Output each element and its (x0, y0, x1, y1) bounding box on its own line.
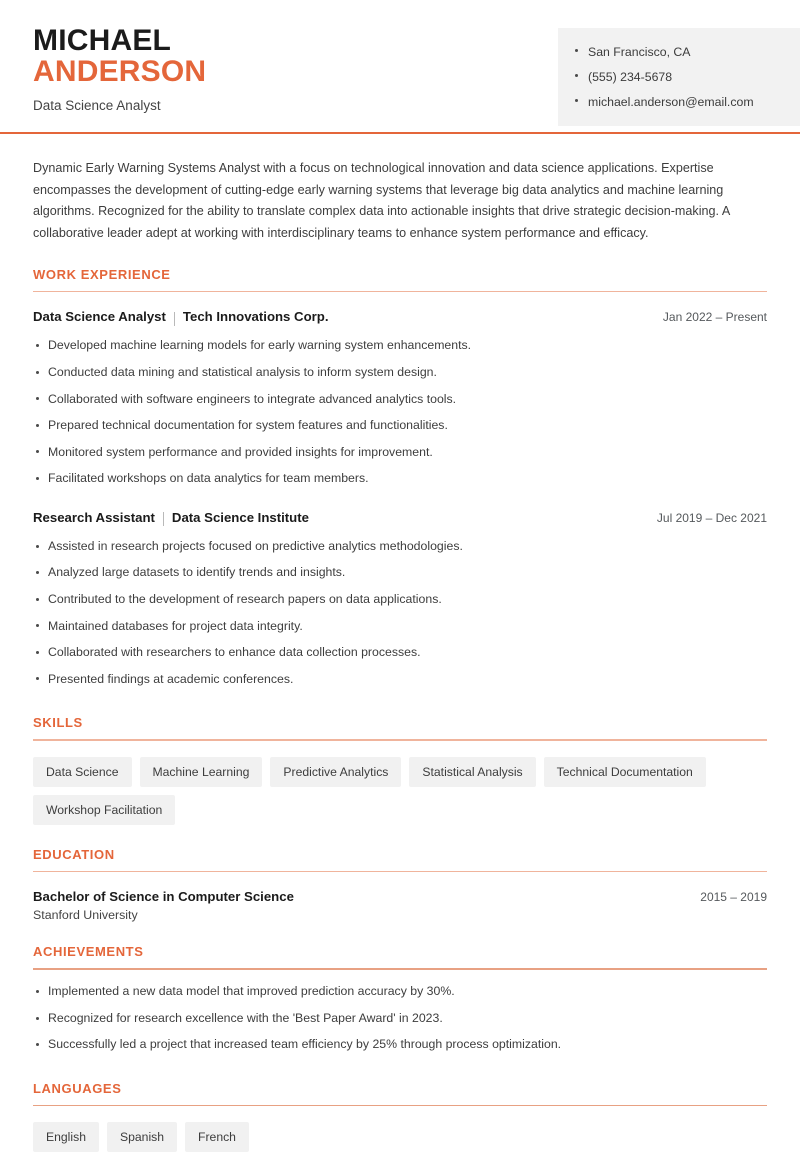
experience-date: Jan 2022 – Present (662, 310, 767, 325)
section-title-achievements: ACHIEVEMENTS (33, 944, 144, 960)
skill-chip: Statistical Analysis (409, 757, 535, 787)
skill-chip: Technical Documentation (544, 757, 706, 787)
bullet-text: Developed machine learning models for early warning system enhancements. (48, 338, 472, 353)
bullet-text: Collaborated with researchers to enhance data collection processes. (48, 645, 421, 660)
list-item (48, 386, 767, 413)
language-chip: Spanish (107, 1122, 177, 1152)
bullet-text: Prepared technical documentation for system features and functionalities. (48, 418, 448, 433)
list-item (48, 466, 767, 493)
skill-chip: Predictive Analytics (270, 757, 401, 787)
bullet-dot-icon (36, 598, 39, 601)
list-item (48, 333, 767, 360)
header-divider (0, 132, 800, 134)
list-item (48, 587, 767, 614)
skills-chip-list (33, 757, 767, 825)
education-school: Stanford University (33, 908, 138, 923)
section-title-education: EDUCATION (33, 846, 115, 862)
list-item (48, 360, 767, 387)
section-languages (33, 1081, 767, 1152)
contact-email-text: michael.anderson@email.com (588, 94, 754, 109)
section-divider (33, 968, 767, 970)
list-item (48, 1032, 767, 1059)
contact-location-text: San Francisco, CA (588, 45, 691, 59)
bullet-dot-icon (36, 371, 39, 374)
bullet-text: Monitored system performance and provided insights for improvement. (48, 444, 433, 459)
last-name: ANDERSON (33, 54, 207, 88)
experience-bullets (33, 534, 767, 693)
experience-title (33, 510, 309, 525)
bullet-text: Presented findings at academic conferences. (48, 671, 294, 686)
bullet-dot-icon (36, 571, 39, 574)
language-chip: French (185, 1122, 249, 1152)
list-item (48, 979, 767, 1006)
bullet-dot-icon (36, 651, 39, 654)
bullet-text: Successfully led a project that increased team efficiency by 25% through process optimization. (48, 1037, 562, 1052)
bullet-dot-icon (36, 397, 39, 400)
bullet-dot-icon (36, 344, 39, 347)
list-item (48, 640, 767, 667)
section-divider (33, 291, 767, 293)
list-item (48, 413, 767, 440)
skill-chip: Workshop Facilitation (33, 795, 175, 825)
contact-phone-text: (555) 234-5678 (588, 69, 673, 84)
pipe-separator-icon (163, 512, 164, 526)
list-item (48, 560, 767, 587)
list-item (48, 1006, 767, 1033)
skill-chip: Data Science (33, 757, 132, 787)
experience-entry (33, 309, 767, 492)
section-skills (33, 715, 767, 825)
section-title-languages: LANGUAGES (33, 1080, 122, 1096)
experience-company: Data Science Institute (171, 509, 309, 525)
bullet-dot-icon (36, 424, 39, 427)
section-divider (33, 1105, 767, 1107)
resume-header (0, 0, 800, 134)
contact-card (558, 28, 800, 126)
education-date: 2015 – 2019 (700, 890, 767, 905)
contact-item-phone[interactable] (588, 65, 786, 90)
resume-body (0, 158, 800, 1152)
experience-title (33, 309, 328, 324)
bullet-text: Assisted in research projects focused on predictive analytics methodologies. (48, 538, 463, 553)
section-divider (33, 739, 767, 741)
experience-role: Research Assistant (33, 509, 155, 525)
bullet-dot-icon (36, 677, 39, 680)
bullet-text: Recognized for research excellence with the 'Best Paper Award' in 2023. (48, 1010, 443, 1025)
experience-bullets (33, 333, 767, 492)
list-item (48, 534, 767, 561)
section-title-skills: SKILLS (33, 715, 83, 731)
bullet-text: Analyzed large datasets to identify trends and insights. (48, 565, 346, 580)
professional-summary: Dynamic Early Warning Systems Analyst with a focus on technological innovation and data science applications. Expertise encompasses the development of cutting-edge early warning systems that leverage big data analytics and machine learning algorithms. Recognized for the ability to translate complex data into actionable insights that drive strategic decision-making. A collaborative leader adept at working with interdisciplinary teams to enhance system performance and efficacy. (33, 161, 730, 240)
pipe-separator-icon (174, 312, 175, 326)
bullet-dot-icon (36, 624, 39, 627)
identity-block (0, 0, 206, 113)
first-name: MICHAEL (33, 24, 172, 57)
section-work-experience (33, 267, 767, 693)
list-item (48, 613, 767, 640)
contact-item-location (588, 40, 786, 65)
experience-entry (33, 510, 767, 693)
bullet-dot-icon (36, 545, 39, 548)
bullet-text: Maintained databases for project data integrity. (48, 618, 303, 633)
section-divider (33, 871, 767, 873)
list-item (48, 666, 767, 693)
bullet-dot-icon (575, 74, 578, 77)
section-education (33, 847, 767, 923)
bullet-dot-icon (36, 990, 39, 993)
section-achievements (33, 944, 767, 1058)
bullet-text: Collaborated with software engineers to integrate advanced analytics tools. (48, 391, 457, 406)
education-degree: Bachelor of Science in Computer Science (33, 889, 294, 905)
education-entry (33, 889, 767, 922)
contact-list (558, 40, 800, 114)
headline-job-title: Data Science Analyst (33, 97, 161, 113)
bullet-text: Contributed to the development of research papers on data applications. (48, 592, 442, 607)
bullet-dot-icon (36, 450, 39, 453)
contact-item-email[interactable] (588, 90, 786, 115)
language-chip: English (33, 1122, 99, 1152)
bullet-dot-icon (36, 477, 39, 480)
bullet-text: Conducted data mining and statistical analysis to inform system design. (48, 365, 437, 379)
section-title-work-experience: WORK EXPERIENCE (33, 266, 171, 282)
skill-chip: Machine Learning (140, 757, 263, 787)
bullet-dot-icon (36, 1043, 39, 1046)
bullet-dot-icon (36, 1017, 39, 1020)
languages-chip-list (33, 1122, 767, 1152)
experience-date: Jul 2019 – Dec 2021 (656, 510, 767, 525)
bullet-dot-icon (575, 49, 578, 52)
experience-company: Tech Innovations Corp. (182, 309, 329, 325)
achievements-bullets (33, 979, 767, 1059)
list-item (48, 439, 767, 466)
bullet-dot-icon (575, 99, 578, 102)
bullet-text: Facilitated workshops on data analytics for team members. (48, 471, 369, 486)
experience-role: Data Science Analyst (33, 309, 166, 325)
bullet-text: Implemented a new data model that improved prediction accuracy by 30%. (48, 984, 455, 999)
